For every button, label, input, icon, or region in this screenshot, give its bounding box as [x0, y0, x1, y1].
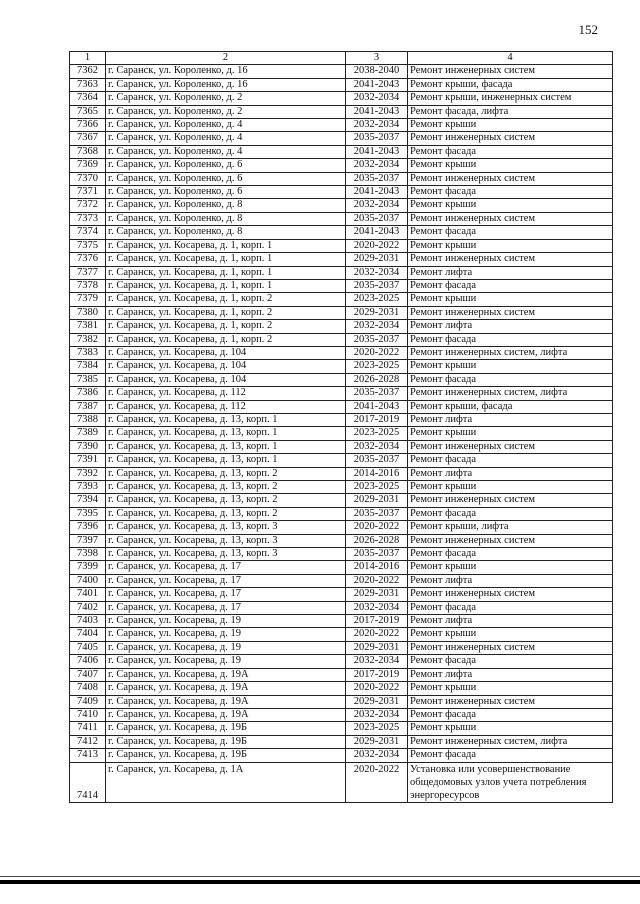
row-years: 2029-2031: [346, 735, 408, 748]
row-work-type: Ремонт инженерных систем: [408, 132, 613, 145]
row-work-type: Ремонт инженерных систем, лифта: [408, 346, 613, 359]
row-address: г. Саранск, ул. Косарева, д. 13, корп. 1: [106, 413, 346, 426]
row-work-type: Ремонт инженерных систем: [408, 253, 613, 266]
row-number: 7398: [70, 548, 106, 561]
table-row: [70, 548, 613, 561]
row-number: 7401: [70, 588, 106, 601]
row-years: 2041-2043: [346, 145, 408, 158]
row-address: г. Саранск, ул. Косарева, д. 13, корп. 1: [106, 440, 346, 453]
row-number: 7369: [70, 159, 106, 172]
row-years: 2035-2037: [346, 333, 408, 346]
row-address: г. Саранск, ул. Косарева, д. 19: [106, 615, 346, 628]
table-row: [70, 279, 613, 292]
row-years: 2032-2034: [346, 655, 408, 668]
row-work-type: Ремонт крыши, лифта: [408, 521, 613, 534]
table-row: [70, 440, 613, 453]
table-row: [70, 762, 613, 802]
row-number: 7397: [70, 534, 106, 547]
table-row: [70, 400, 613, 413]
table-row: [70, 682, 613, 695]
row-address: г. Саранск, ул. Короленко, д. 2: [106, 105, 346, 118]
row-years: 2029-2031: [346, 641, 408, 654]
row-work-type: Ремонт лифта: [408, 413, 613, 426]
table-row: [70, 159, 613, 172]
table-header-row: [70, 52, 613, 65]
row-work-type: Ремонт крыши: [408, 239, 613, 252]
row-years: 2020-2022: [346, 521, 408, 534]
row-number: 7410: [70, 708, 106, 721]
table-row: [70, 387, 613, 400]
row-address: г. Саранск, ул. Косарева, д. 17: [106, 588, 346, 601]
row-address: г. Саранск, ул. Короленко, д. 8: [106, 226, 346, 239]
row-years: 2038-2040: [346, 65, 408, 78]
row-work-type: Ремонт фасада: [408, 226, 613, 239]
table-row: [70, 226, 613, 239]
row-address: г. Саранск, ул. Короленко, д. 8: [106, 212, 346, 225]
row-number: 7411: [70, 722, 106, 735]
page-number: 152: [578, 22, 598, 37]
row-number: 7413: [70, 749, 106, 762]
scan-edge-bar: [0, 880, 640, 884]
row-number: 7409: [70, 695, 106, 708]
row-address: г. Саранск, ул. Косарева, д. 1, корп. 1: [106, 253, 346, 266]
row-address: г. Саранск, ул. Короленко, д. 16: [106, 78, 346, 91]
row-work-type: Ремонт крыши: [408, 159, 613, 172]
row-address: г. Саранск, ул. Косарева, д. 13, корп. 3: [106, 548, 346, 561]
row-address: г. Саранск, ул. Косарева, д. 17: [106, 561, 346, 574]
row-number: 7382: [70, 333, 106, 346]
row-work-type: Ремонт крыши: [408, 199, 613, 212]
row-number: 7387: [70, 400, 106, 413]
header-col-2: 2: [106, 52, 346, 65]
row-years: 2041-2043: [346, 400, 408, 413]
table-row: [70, 574, 613, 587]
row-years: 2032-2034: [346, 749, 408, 762]
table-row: [70, 481, 613, 494]
row-number: 7396: [70, 521, 106, 534]
row-work-type: Ремонт инженерных систем: [408, 172, 613, 185]
table-row: [70, 534, 613, 547]
table-row: [70, 749, 613, 762]
row-number: 7392: [70, 467, 106, 480]
row-work-type: Ремонт фасада, лифта: [408, 105, 613, 118]
table-row: [70, 521, 613, 534]
row-address: г. Саранск, ул. Косарева, д. 1, корп. 1: [106, 266, 346, 279]
row-work-type: Ремонт фасада: [408, 655, 613, 668]
row-number: 7366: [70, 119, 106, 132]
row-number: 7395: [70, 507, 106, 520]
table-row: [70, 561, 613, 574]
row-work-type: Ремонт фасада: [408, 601, 613, 614]
row-years: 2020-2022: [346, 239, 408, 252]
row-work-type: Ремонт лифта: [408, 574, 613, 587]
row-work-type: Ремонт крыши: [408, 682, 613, 695]
row-years: 2029-2031: [346, 306, 408, 319]
table-row: [70, 65, 613, 78]
row-years: 2041-2043: [346, 186, 408, 199]
row-years: 2023-2025: [346, 427, 408, 440]
row-work-type: Ремонт лифта: [408, 615, 613, 628]
table-row: [70, 186, 613, 199]
table-row: [70, 588, 613, 601]
row-address: г. Саранск, ул. Косарева, д. 1, корп. 2: [106, 333, 346, 346]
row-work-type: Ремонт фасада: [408, 186, 613, 199]
table-row: [70, 239, 613, 252]
row-number: 7404: [70, 628, 106, 641]
row-work-type: Ремонт инженерных систем: [408, 306, 613, 319]
row-number: 7364: [70, 92, 106, 105]
table-row: [70, 708, 613, 721]
row-years: 2035-2037: [346, 454, 408, 467]
row-years: 2020-2022: [346, 682, 408, 695]
row-years: 2017-2019: [346, 668, 408, 681]
row-address: г. Саранск, ул. Косарева, д. 13, корп. 1: [106, 427, 346, 440]
row-years: 2032-2034: [346, 320, 408, 333]
row-address: г. Саранск, ул. Косарева, д. 19А: [106, 682, 346, 695]
row-years: 2023-2025: [346, 481, 408, 494]
row-years: 2032-2034: [346, 601, 408, 614]
row-address: г. Саранск, ул. Косарева, д. 19: [106, 628, 346, 641]
table-row: [70, 454, 613, 467]
table-row: [70, 615, 613, 628]
row-address: г. Саранск, ул. Косарева, д. 104: [106, 373, 346, 386]
row-number: 7384: [70, 360, 106, 373]
row-address: г. Саранск, ул. Косарева, д. 1, корп. 2: [106, 293, 346, 306]
row-address: г. Саранск, ул. Косарева, д. 13, корп. 2: [106, 494, 346, 507]
row-work-type: Ремонт лифта: [408, 320, 613, 333]
row-years: 2032-2034: [346, 199, 408, 212]
row-years: 2035-2037: [346, 212, 408, 225]
row-number: 7374: [70, 226, 106, 239]
header-col-4: 4: [408, 52, 613, 65]
header-col-1: 1: [70, 52, 106, 65]
row-address: г. Саранск, ул. Косарева, д. 19А: [106, 695, 346, 708]
row-years: 2035-2037: [346, 172, 408, 185]
row-address: г. Саранск, ул. Косарева, д. 13, корп. 3: [106, 521, 346, 534]
row-address: г. Саранск, ул. Косарева, д. 1, корп. 2: [106, 320, 346, 333]
row-address: г. Саранск, ул. Косарева, д. 19: [106, 655, 346, 668]
table-row: [70, 266, 613, 279]
row-address: г. Саранск, ул. Косарева, д. 19Б: [106, 735, 346, 748]
row-address: г. Саранск, ул. Короленко, д. 4: [106, 132, 346, 145]
row-address: г. Саранск, ул. Косарева, д. 19Б: [106, 749, 346, 762]
row-address: г. Саранск, ул. Косарева, д. 104: [106, 346, 346, 359]
table-row: [70, 427, 613, 440]
table-row: [70, 145, 613, 158]
row-years: 2029-2031: [346, 494, 408, 507]
row-address: г. Саранск, ул. Косарева, д. 112: [106, 400, 346, 413]
table-row: [70, 507, 613, 520]
row-work-type: Ремонт крыши: [408, 561, 613, 574]
row-address: г. Саранск, ул. Косарева, д. 19А: [106, 668, 346, 681]
row-address: г. Саранск, ул. Косарева, д. 19А: [106, 708, 346, 721]
table-body: [70, 65, 613, 802]
row-years: 2035-2037: [346, 132, 408, 145]
row-number: 7376: [70, 253, 106, 266]
row-address: г. Саранск, ул. Косарева, д. 13, корп. 2: [106, 467, 346, 480]
table-row: [70, 105, 613, 118]
row-years: 2032-2034: [346, 159, 408, 172]
row-work-type: Ремонт инженерных систем, лифта: [408, 387, 613, 400]
table-row: [70, 360, 613, 373]
row-number: 7380: [70, 306, 106, 319]
row-address: г. Саранск, ул. Короленко, д. 6: [106, 186, 346, 199]
table-row: [70, 373, 613, 386]
repair-schedule-table: [69, 51, 613, 803]
row-work-type: Ремонт инженерных систем: [408, 588, 613, 601]
row-work-type: Ремонт инженерных систем: [408, 494, 613, 507]
row-number: 7408: [70, 682, 106, 695]
table-row: [70, 253, 613, 266]
row-number: 7390: [70, 440, 106, 453]
table-row: [70, 320, 613, 333]
table-row: [70, 628, 613, 641]
row-work-type: Ремонт инженерных систем: [408, 534, 613, 547]
row-work-type: Ремонт инженерных систем: [408, 212, 613, 225]
row-number: 7394: [70, 494, 106, 507]
table-row: [70, 306, 613, 319]
row-years: 2014-2016: [346, 467, 408, 480]
table-row: [70, 199, 613, 212]
row-work-type: Ремонт фасада: [408, 454, 613, 467]
row-number: 7362: [70, 65, 106, 78]
row-years: 2026-2028: [346, 373, 408, 386]
row-work-type: Ремонт инженерных систем: [408, 65, 613, 78]
row-address: г. Саранск, ул. Косарева, д. 1, корп. 1: [106, 239, 346, 252]
row-address: г. Саранск, ул. Косарева, д. 17: [106, 574, 346, 587]
row-number: 7388: [70, 413, 106, 426]
row-address: г. Саранск, ул. Косарева, д. 19: [106, 641, 346, 654]
row-number: 7405: [70, 641, 106, 654]
row-work-type: Ремонт фасада: [408, 373, 613, 386]
row-work-type: Ремонт крыши: [408, 427, 613, 440]
table-row: [70, 735, 613, 748]
row-number: 7381: [70, 320, 106, 333]
row-work-type: Ремонт фасада: [408, 279, 613, 292]
row-years: 2029-2031: [346, 253, 408, 266]
row-years: 2023-2025: [346, 722, 408, 735]
row-number: 7414: [70, 762, 106, 802]
row-number: 7385: [70, 373, 106, 386]
scan-edge-line: [0, 876, 640, 877]
row-work-type: Установка или усовершенствование общедомовых узлов учета потребления энергоресурсов: [408, 762, 613, 802]
row-work-type: Ремонт инженерных систем: [408, 641, 613, 654]
row-work-type: Ремонт крыши: [408, 481, 613, 494]
row-number: 7367: [70, 132, 106, 145]
row-years: 2032-2034: [346, 119, 408, 132]
row-number: 7399: [70, 561, 106, 574]
row-number: 7371: [70, 186, 106, 199]
row-address: г. Саранск, ул. Косарева, д. 112: [106, 387, 346, 400]
row-number: 7403: [70, 615, 106, 628]
row-address: г. Саранск, ул. Косарева, д. 13, корп. 1: [106, 454, 346, 467]
row-number: 7370: [70, 172, 106, 185]
row-years: 2023-2025: [346, 293, 408, 306]
table-row: [70, 346, 613, 359]
row-work-type: Ремонт фасада: [408, 548, 613, 561]
row-years: 2035-2037: [346, 387, 408, 400]
row-number: 7391: [70, 454, 106, 467]
table-row: [70, 333, 613, 346]
row-work-type: Ремонт крыши, фасада: [408, 78, 613, 91]
row-work-type: Ремонт крыши, фасада: [408, 400, 613, 413]
row-work-type: Ремонт инженерных систем: [408, 695, 613, 708]
row-address: г. Саранск, ул. Косарева, д. 1, корп. 2: [106, 306, 346, 319]
table-row: [70, 722, 613, 735]
row-work-type: Ремонт инженерных систем, лифта: [408, 735, 613, 748]
row-address: г. Саранск, ул. Косарева, д. 13, корп. 3: [106, 534, 346, 547]
row-work-type: Ремонт крыши: [408, 722, 613, 735]
row-address: г. Саранск, ул. Косарева, д. 13, корп. 2: [106, 481, 346, 494]
row-number: 7402: [70, 601, 106, 614]
row-years: 2020-2022: [346, 762, 408, 802]
row-number: 7393: [70, 481, 106, 494]
row-number: 7377: [70, 266, 106, 279]
row-number: 7373: [70, 212, 106, 225]
row-years: 2029-2031: [346, 588, 408, 601]
table-row: [70, 92, 613, 105]
row-years: 2017-2019: [346, 615, 408, 628]
row-number: 7368: [70, 145, 106, 158]
row-years: 2041-2043: [346, 105, 408, 118]
row-number: 7365: [70, 105, 106, 118]
table-row: [70, 695, 613, 708]
row-work-type: Ремонт крыши: [408, 628, 613, 641]
row-years: 2017-2019: [346, 413, 408, 426]
table-row: [70, 78, 613, 91]
row-number: 7375: [70, 239, 106, 252]
table-row: [70, 172, 613, 185]
table-row: [70, 119, 613, 132]
row-years: 2035-2037: [346, 279, 408, 292]
row-number: 7383: [70, 346, 106, 359]
row-years: 2041-2043: [346, 226, 408, 239]
row-work-type: Ремонт лифта: [408, 668, 613, 681]
row-years: 2020-2022: [346, 574, 408, 587]
row-number: 7406: [70, 655, 106, 668]
row-work-type: Ремонт фасада: [408, 333, 613, 346]
row-number: 7363: [70, 78, 106, 91]
row-address: г. Саранск, ул. Косарева, д. 17: [106, 601, 346, 614]
row-address: г. Саранск, ул. Короленко, д. 16: [106, 65, 346, 78]
row-number: 7412: [70, 735, 106, 748]
header-col-3: 3: [346, 52, 408, 65]
table-row: [70, 132, 613, 145]
row-years: 2041-2043: [346, 78, 408, 91]
table-row: [70, 467, 613, 480]
row-number: 7379: [70, 293, 106, 306]
row-address: г. Саранск, ул. Косарева, д. 19Б: [106, 722, 346, 735]
row-years: 2032-2034: [346, 708, 408, 721]
row-years: 2032-2034: [346, 92, 408, 105]
row-years: 2026-2028: [346, 534, 408, 547]
row-number: 7372: [70, 199, 106, 212]
row-number: 7400: [70, 574, 106, 587]
table-row: [70, 212, 613, 225]
row-address: г. Саранск, ул. Короленко, д. 2: [106, 92, 346, 105]
row-work-type: Ремонт инженерных систем: [408, 440, 613, 453]
row-years: 2032-2034: [346, 266, 408, 279]
row-work-type: Ремонт крыши, инженерных систем: [408, 92, 613, 105]
row-address: г. Саранск, ул. Косарева, д. 1А: [106, 762, 346, 802]
row-years: 2020-2022: [346, 346, 408, 359]
table-row: [70, 655, 613, 668]
row-address: г. Саранск, ул. Косарева, д. 1, корп. 1: [106, 279, 346, 292]
row-work-type: Ремонт лифта: [408, 467, 613, 480]
row-work-type: Ремонт фасада: [408, 145, 613, 158]
row-years: 2014-2016: [346, 561, 408, 574]
row-work-type: Ремонт фасада: [408, 708, 613, 721]
row-years: 2032-2034: [346, 440, 408, 453]
row-number: 7386: [70, 387, 106, 400]
row-work-type: Ремонт лифта: [408, 266, 613, 279]
row-address: г. Саранск, ул. Короленко, д. 4: [106, 145, 346, 158]
table-row: [70, 641, 613, 654]
row-address: г. Саранск, ул. Косарева, д. 104: [106, 360, 346, 373]
table-row: [70, 494, 613, 507]
row-address: г. Саранск, ул. Короленко, д. 6: [106, 159, 346, 172]
row-work-type: Ремонт крыши: [408, 119, 613, 132]
row-work-type: Ремонт фасада: [408, 507, 613, 520]
table-row: [70, 668, 613, 681]
row-address: г. Саранск, ул. Короленко, д. 6: [106, 172, 346, 185]
table-row: [70, 413, 613, 426]
row-years: 2035-2037: [346, 548, 408, 561]
row-number: 7407: [70, 668, 106, 681]
table-row: [70, 293, 613, 306]
row-work-type: Ремонт крыши: [408, 293, 613, 306]
row-work-type: Ремонт фасада: [408, 749, 613, 762]
row-years: 2029-2031: [346, 695, 408, 708]
row-years: 2035-2037: [346, 507, 408, 520]
table-row: [70, 601, 613, 614]
row-address: г. Саранск, ул. Косарева, д. 13, корп. 2: [106, 507, 346, 520]
row-work-type: Ремонт крыши: [408, 360, 613, 373]
row-years: 2020-2022: [346, 628, 408, 641]
row-address: г. Саранск, ул. Короленко, д. 8: [106, 199, 346, 212]
row-address: г. Саранск, ул. Короленко, д. 4: [106, 119, 346, 132]
row-years: 2023-2025: [346, 360, 408, 373]
row-number: 7378: [70, 279, 106, 292]
row-number: 7389: [70, 427, 106, 440]
